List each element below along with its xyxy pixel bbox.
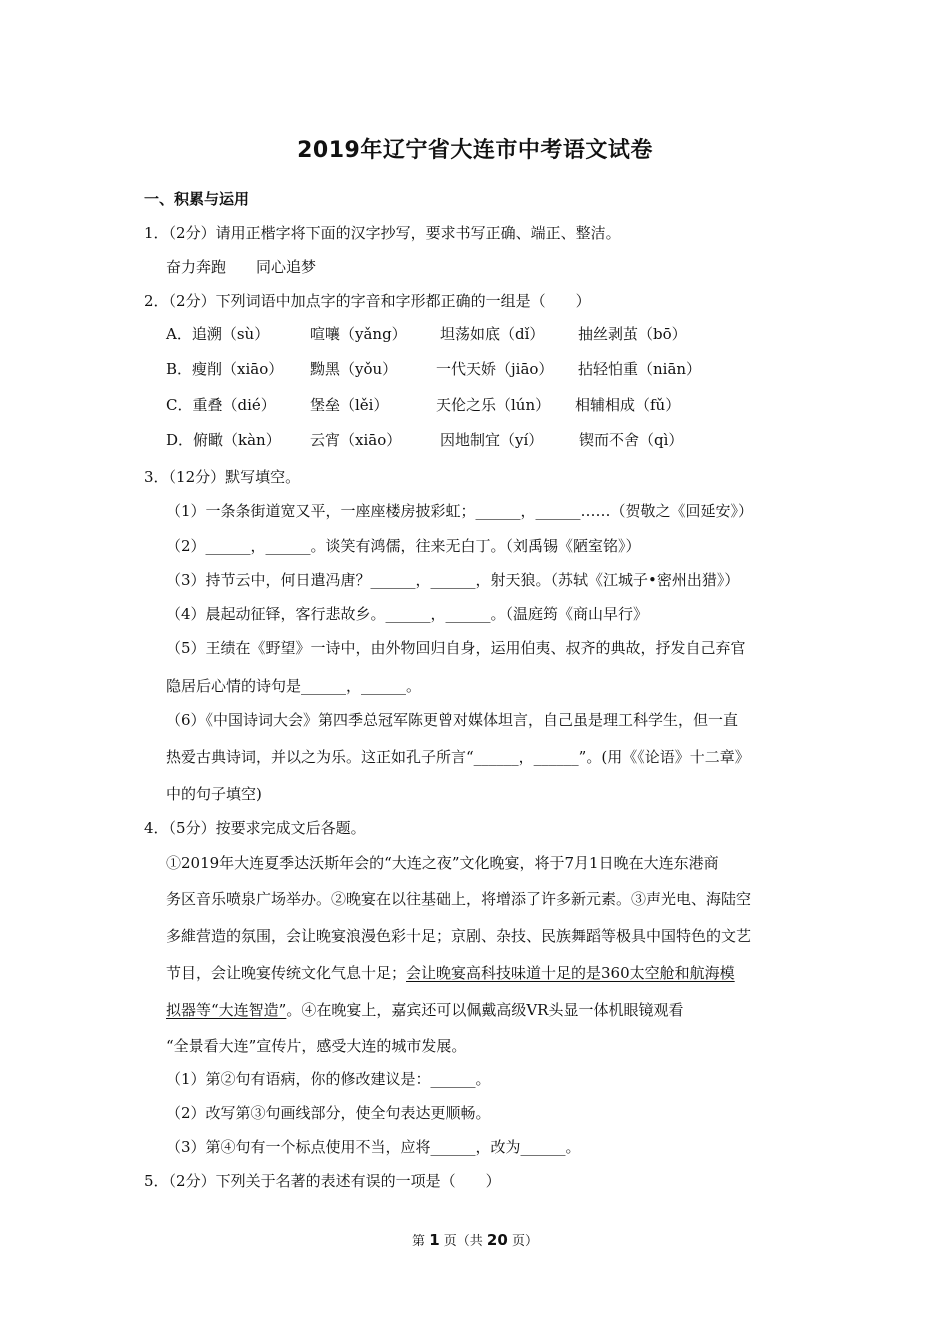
question-4-passage: ①2019年大连夏季达沃斯年会的“大连之夜”文化晚宴，将于7月1日晚在大连东港商 — [166, 854, 719, 872]
option-word: 天伦之乐（lún） — [436, 396, 551, 414]
section-heading: 一、积累与运用 — [144, 190, 250, 208]
question-4-passage — [166, 1000, 683, 1020]
page-number: 1 — [429, 1231, 440, 1249]
question-4-subquestion: （2）改写第③句画线部分，使全句表达更顺畅。 — [166, 1104, 491, 1122]
question-3-line: （1）一条条街道宽又平，一座座楼房披彩虹；______，______……（贺敬之《回延安》） — [166, 502, 754, 520]
option-word: 锲而不舍（qì） — [579, 431, 684, 449]
question-4-passage: “全景看大连”宣传片，感受大连的城市发展。 — [166, 1037, 467, 1055]
question-1-words: 奋力奔跑 同心追梦 — [166, 258, 317, 276]
question-3-stem: 3．（12分）默写填空。 — [144, 468, 301, 486]
option-word: 拈轻怕重（niān） — [578, 360, 702, 378]
question-4-passage: 务区音乐喷泉广场举办。②晚宴在以往基础上，将增添了许多新元素。③声光电、海陆空 — [166, 890, 752, 908]
question-3-line: 热爱古典诗词，并以之为乐。这正如孔子所言“______，______”。(用《《论语》十二章》 — [166, 748, 750, 766]
option-word: 喧嚷（yǎng） — [310, 325, 407, 343]
underlined-text: 会让晚宴高科技味道十足的是360太空舱和航海模 — [406, 964, 735, 982]
question-3-line: （6）《中国诗词大会》第四季总冠军陈更曾对媒体坦言，自己虽是理工科学生，但一直 — [166, 711, 739, 729]
question-5-stem: 5．（2分）下列关于名著的表述有误的一项是（ ） — [144, 1172, 501, 1190]
underlined-text: 拟器等“大连智造” — [166, 1001, 287, 1019]
page-title: 2019年辽宁省大连市中考语文试卷 — [297, 138, 653, 163]
question-3-line: （4）晨起动征铎，客行悲故乡。______，______。（温庭筠《商山早行》 — [166, 605, 649, 623]
question-3-line: 隐居后心情的诗句是______，______。 — [166, 677, 422, 695]
question-3-line: （3）持节云中，何日遣冯唐？______，______，射天狼。（苏轼《江城子•密州出猎》） — [166, 571, 740, 589]
option-word: A．追溯（sù） — [166, 325, 270, 343]
footer-text: 页） — [511, 1234, 538, 1249]
page-footer — [0, 1230, 950, 1249]
question-4-stem: 4．（5分）按要求完成文后各题。 — [144, 819, 366, 837]
question-3-line: （2）______，______。谈笑有鸿儒，往来无白丁。（刘禹锡《陋室铭》） — [166, 537, 641, 555]
page-total: 20 — [486, 1231, 508, 1249]
option-word: C．重叠（dié） — [166, 396, 276, 414]
question-2-stem: 2．（2分）下列词语中加点字的字音和字形都正确的一组是（ ） — [144, 292, 591, 310]
option-word: 堡垒（lěi） — [310, 396, 389, 414]
question-4-passage — [166, 963, 735, 983]
question-3-line: 中的句子填空) — [166, 785, 262, 803]
passage-text: 节目，会让晚宴传统文化气息十足； — [166, 964, 407, 982]
option-word: B．瘦削（xiāo） — [166, 360, 284, 378]
question-3-line: （5）王绩在《野望》一诗中，由外物回归自身，运用伯夷、叔齐的典故，抒发自己弃官 — [166, 639, 746, 657]
option-word: 抽丝剥茧（bō） — [578, 325, 687, 343]
question-1-stem: 1．（2分）请用正楷字将下面的汉字抄写，要求书写正确、端正、整洁。 — [144, 224, 621, 242]
footer-text: 页（共 — [443, 1234, 483, 1249]
option-word: D．俯瞰（kàn） — [166, 431, 281, 449]
option-word: 云宵（xiāo） — [310, 431, 402, 449]
option-word: 黝黑（yǒu） — [310, 360, 398, 378]
question-4-subquestion: （1）第②句有语病，你的修改建议是：______。 — [166, 1070, 491, 1088]
option-word: 相辅相成（fǔ） — [575, 396, 681, 414]
option-word: 因地制宜（yí） — [440, 431, 544, 449]
option-word: 坦荡如底（dǐ） — [440, 325, 545, 343]
footer-text: 第 — [412, 1234, 426, 1249]
question-4-subquestion: （3）第④句有一个标点使用不当，应将______，改为______。 — [166, 1138, 581, 1156]
option-word: 一代天娇（jiāo） — [436, 360, 554, 378]
question-4-passage: 多維营造的氛围，会让晚宴浪漫色彩十足；京剧、杂技、民族舞蹈等极具中国特色的文艺 — [166, 927, 752, 945]
passage-text: 。④在晚宴上，嘉宾还可以佩戴高级VR头显一体机眼镜观看 — [286, 1001, 684, 1019]
